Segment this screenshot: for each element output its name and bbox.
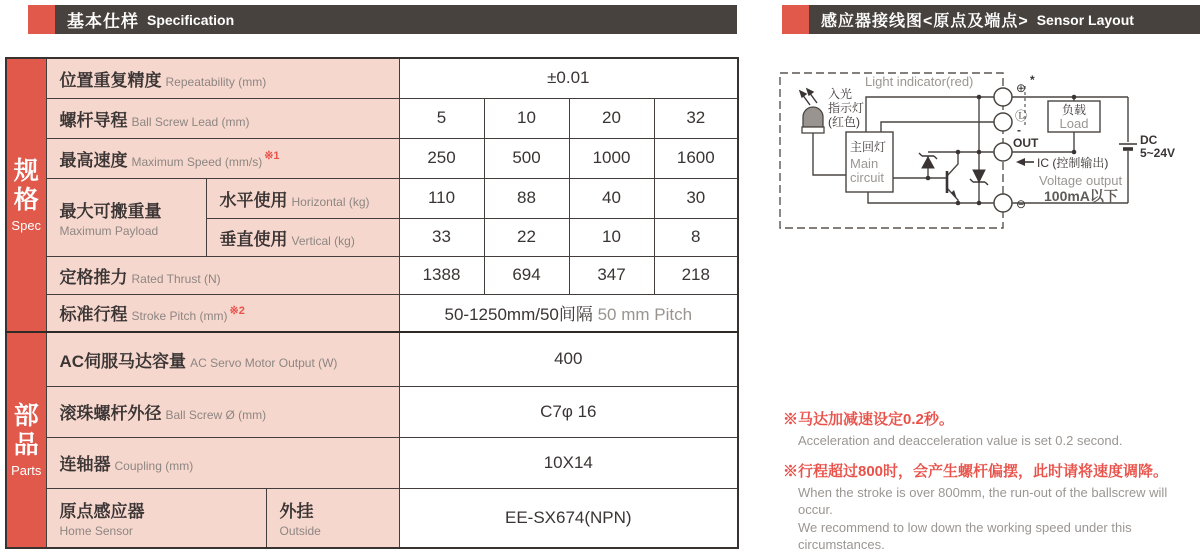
dc-label-2: 5~24V <box>1140 146 1176 160</box>
led-icon <box>800 89 824 133</box>
spec-title-en: Specification <box>147 11 235 28</box>
label-en: Outside <box>279 524 321 539</box>
label-en: Ball Screw Lead (mm) <box>131 114 250 129</box>
value-speed-1: 250 <box>399 138 484 178</box>
label-zh: 连轴器 <box>59 455 111 474</box>
voltage-output-label: Voltage output <box>1039 173 1123 188</box>
terminal-l-circle <box>994 113 1012 131</box>
footnote-2 <box>783 460 1200 553</box>
value-stroke <box>399 294 738 332</box>
row-stroke <box>6 294 738 332</box>
row-speed <box>6 138 738 178</box>
terminal-plus-symbol: ⊕ <box>1016 81 1027 95</box>
label-speed <box>46 138 399 178</box>
label-zh: 水平使用 <box>219 190 288 210</box>
value-horizontal-2: 88 <box>484 178 569 218</box>
value-speed-2: 500 <box>484 138 569 178</box>
spec-table <box>5 57 739 549</box>
sensor-header-bar <box>809 5 1200 34</box>
row-home-sensor <box>6 488 738 548</box>
footnote-1 <box>783 408 1200 450</box>
value-vertical-3: 10 <box>569 218 654 256</box>
label-payload <box>46 178 206 256</box>
group-parts-zh: 部品 <box>13 402 39 459</box>
value-thrust-1: 1388 <box>399 256 484 294</box>
row-repeatability <box>6 58 738 98</box>
label-en: Rated Thrust (N) <box>131 271 221 286</box>
load-en: Load <box>1059 116 1089 131</box>
terminal-minus-symbol: ⊖ <box>1016 197 1027 211</box>
terminal-plus-circle <box>994 88 1012 106</box>
sensor-layout-header <box>782 5 1200 34</box>
footnote-1-zh: ※马达加减速设定0.2秒。 <box>783 411 954 428</box>
value-stroke-sub: 50 mm Pitch <box>592 305 693 325</box>
label-payload-horizontal <box>206 178 399 218</box>
label-en: Ball Screw Ø (mm) <box>165 408 267 422</box>
terminal-out-label: OUT <box>1013 136 1039 150</box>
zener-diode-2 <box>970 170 988 185</box>
value-vertical-1: 33 <box>399 218 484 256</box>
value-repeatability: ±0.01 <box>399 58 738 98</box>
spec-title-zh: 基本仕样 <box>67 12 139 31</box>
label-en: Horizontal (kg) <box>291 194 370 209</box>
label-thrust <box>46 256 399 294</box>
footnote-2-zh: ※行程超过800时，会产生螺杆偏摆，此时请将速度调降。 <box>783 462 1169 480</box>
battery-icon <box>1119 144 1137 149</box>
label-home-sensor <box>46 488 266 548</box>
group-spec-zh: 规格 <box>13 157 39 214</box>
value-lead-4: 32 <box>654 98 738 138</box>
label-lead <box>46 98 399 138</box>
label-en: AC Servo Motor Output (W) <box>190 355 338 370</box>
light-ray-arrows <box>800 89 817 105</box>
sensor-title-en: Sensor Layout <box>1036 11 1134 28</box>
label-zh: AC伺服马达容量 <box>59 351 187 371</box>
label-en: Vertical (kg) <box>291 233 355 248</box>
label-zh: 标准行程 <box>59 305 128 325</box>
label-zh: 滚珠螺杆外径 <box>59 404 162 423</box>
row-coupling <box>6 437 738 488</box>
main-circuit-zh: 主回灯 <box>850 140 887 154</box>
row-thrust <box>6 256 738 294</box>
value-horizontal-3: 40 <box>569 178 654 218</box>
load-box <box>1048 101 1100 132</box>
value-thrust-3: 347 <box>569 256 654 294</box>
label-zh: 原点感应器 <box>59 502 145 522</box>
spec-section-header <box>28 5 737 34</box>
footnote-2-en2: We recommend to low down the working speed under this circumstances. <box>798 519 1132 553</box>
label-zh: 外挂 <box>279 502 314 522</box>
label-en: Maximum Speed (mm/s) <box>131 154 263 169</box>
led-label-zh3: (红色) <box>828 115 860 129</box>
value-horizontal-1: 110 <box>399 178 484 218</box>
label-zh: 最大可搬重量 <box>59 201 162 221</box>
ic-label: IC (控制输出) <box>1037 156 1109 170</box>
label-zh: 垂直使用 <box>219 229 288 249</box>
value-coupling: 10X14 <box>399 437 738 488</box>
value-lead-3: 20 <box>569 98 654 138</box>
value-thrust-2: 694 <box>484 256 569 294</box>
group-parts-en: Parts <box>11 462 42 478</box>
value-vertical-2: 22 <box>484 218 569 256</box>
value-stroke-main: 50-1250mm/50间隔 <box>444 305 593 325</box>
group-strip-spec <box>6 58 46 332</box>
load-zh: 负载 <box>1061 103 1087 117</box>
label-motor <box>46 332 399 386</box>
terminal-out-circle <box>994 143 1012 161</box>
sensor-wiring-diagram <box>773 52 1200 262</box>
terminal-star: * <box>1030 73 1035 87</box>
value-lead-1: 5 <box>399 98 484 138</box>
value-motor: 400 <box>399 332 738 386</box>
row-lead <box>6 98 738 138</box>
row-motor <box>6 332 738 386</box>
value-lead-2: 10 <box>484 98 569 138</box>
label-en: Maximum Payload <box>59 223 159 238</box>
terminals <box>994 88 1012 212</box>
value-screw-dia: C7φ 16 <box>399 386 738 437</box>
value-speed-3: 1000 <box>569 138 654 178</box>
value-speed-4: 1600 <box>654 138 738 178</box>
footnote-2-en1: When the stroke is over 800mm, the run-out of the ballscrew will occur. <box>798 484 1168 518</box>
group-spec-en: Spec <box>11 217 42 233</box>
label-zh: 螺杆导程 <box>59 110 128 130</box>
label-zh: 定格推力 <box>59 267 128 287</box>
label-zh: 位置重复精度 <box>59 70 162 90</box>
red-square-accent <box>28 5 55 34</box>
terminal-l-minus: - <box>1017 123 1021 137</box>
label-zh: 最高速度 <box>59 150 128 170</box>
value-thrust-4: 218 <box>654 256 738 294</box>
value-vertical-4: 8 <box>654 218 738 256</box>
group-strip-parts <box>6 332 46 548</box>
label-screw-dia <box>46 386 399 437</box>
label-en: Home Sensor <box>59 524 133 539</box>
light-indicator-label: Light indicator(red) <box>865 74 974 89</box>
row-screw-dia <box>6 386 738 437</box>
spec-header-bar <box>55 5 737 34</box>
dc-label-1: DC <box>1140 133 1158 147</box>
main-circuit-box <box>846 132 893 192</box>
value-horizontal-4: 30 <box>654 178 738 218</box>
footnotes <box>783 408 1200 553</box>
led-label-zh1: 入光 <box>828 87 853 101</box>
label-coupling <box>46 437 399 488</box>
label-en: Repeatability (mm) <box>165 74 267 89</box>
label-repeatability <box>46 58 399 98</box>
terminal-l-symbol: Ⓛ <box>1015 109 1028 123</box>
label-en: Stroke Pitch (mm) <box>131 309 228 324</box>
value-home-sensor: EE-SX674(NPN) <box>399 488 738 548</box>
main-circuit-en2: circuit <box>850 170 884 185</box>
footnote-ref-2: ※2 <box>229 304 245 317</box>
ic-arrow <box>1016 158 1034 166</box>
red-square-accent <box>782 5 809 34</box>
footnote-ref-1: ※1 <box>264 150 280 163</box>
sensor-title-zh: 感应器接线图<原点及端点> <box>821 13 1029 30</box>
label-payload-vertical <box>206 218 399 256</box>
footnote-1-en: Acceleration and deacceleration value is set 0.2 second. <box>798 433 1123 448</box>
zener-diode-1 <box>919 153 937 168</box>
current-limit-label: 100mA以下 <box>1044 188 1118 204</box>
label-home-sensor-outside <box>266 488 399 548</box>
label-en: Coupling (mm) <box>114 459 194 473</box>
row-payload-horizontal <box>6 178 738 218</box>
led-label-zh2: 指示灯 <box>828 101 865 115</box>
label-stroke <box>46 294 399 332</box>
main-circuit-en1: Main <box>850 156 879 171</box>
terminal-minus-circle <box>994 194 1012 212</box>
